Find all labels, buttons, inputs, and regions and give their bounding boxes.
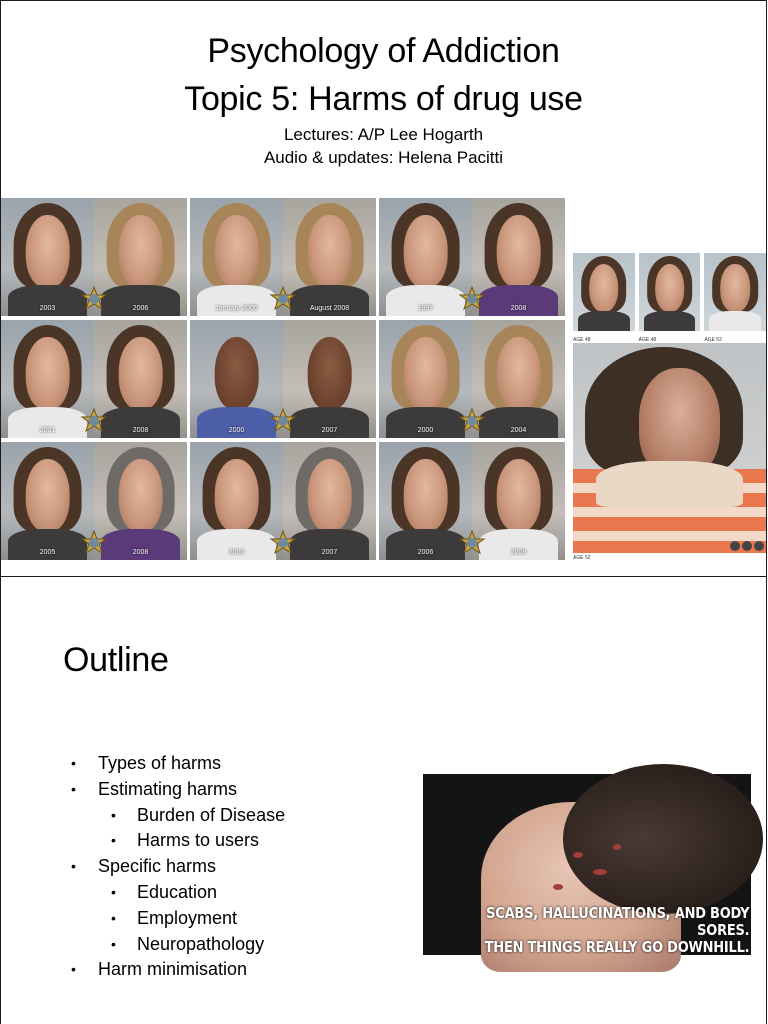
mugshot-year: 1997 — [417, 305, 434, 312]
bullet-icon: • — [71, 780, 76, 797]
list-item: • Harm minimisation — [1, 957, 285, 983]
mugshot-year: 2007 — [321, 549, 338, 556]
bullet-icon: • — [111, 883, 116, 900]
mugshot-after — [472, 442, 565, 560]
mugshot-year: 2003 — [39, 305, 56, 312]
bullet-icon: • — [71, 961, 76, 978]
mugshot-year: 2007 — [321, 427, 338, 434]
bullet-icon: • — [111, 806, 116, 823]
meth-ad-photo — [423, 774, 751, 955]
bullet-icon: • — [71, 858, 76, 875]
mugshot-pair — [379, 198, 565, 316]
list-item: • Burden of Disease — [1, 803, 285, 829]
mugshot-after — [472, 198, 565, 316]
title-block — [1, 27, 766, 169]
bullet-icon: • — [111, 832, 116, 849]
mugshot-after — [283, 442, 376, 560]
sheriff-badge-icon — [81, 530, 107, 556]
ad-caption-line1: SCABS, HALLUCINATIONS, AND BODY SORES. — [486, 904, 750, 939]
control-icon — [730, 541, 740, 551]
mugshot-pair — [1, 442, 187, 560]
control-icon — [742, 541, 752, 551]
sheriff-badge-icon — [270, 530, 296, 556]
mugshot-grid — [1, 198, 565, 560]
list-item: • Specific harms — [1, 854, 285, 880]
bullet-icon: • — [111, 935, 116, 952]
outline-title: Outline — [63, 641, 169, 679]
mugshot-year: 2000 — [417, 427, 434, 434]
aged-label: AGE 48 — [638, 337, 657, 343]
sheriff-badge-icon — [459, 530, 485, 556]
list-item: • Education — [1, 880, 285, 906]
mugshot-year: 2008 — [510, 305, 527, 312]
mugshot-pair — [379, 320, 565, 438]
aged-thumbnails — [573, 253, 766, 343]
sheriff-badge-icon — [270, 408, 296, 434]
mugshot-year: 2005 — [39, 549, 56, 556]
mugshot-pair — [190, 320, 376, 438]
media-controls — [730, 541, 764, 551]
outline-list — [1, 751, 285, 983]
mugshot-pair — [379, 442, 565, 560]
mugshot-pair — [190, 442, 376, 560]
mugshot-pair — [1, 198, 187, 316]
mugshot-pair — [1, 320, 187, 438]
sheriff-badge-icon — [81, 286, 107, 312]
aged-label: AGE 52 — [704, 337, 722, 343]
mugshot-year: 2001 — [39, 427, 56, 434]
mugshot-year: 2004 — [510, 427, 527, 434]
mugshot-year: 2006 — [417, 549, 434, 556]
list-item: • Employment — [1, 906, 285, 932]
mugshot-after — [283, 320, 376, 438]
aged-caption: AGE 52 — [573, 555, 591, 561]
mugshot-year: 2008 — [132, 549, 149, 556]
mugshot-after — [94, 320, 187, 438]
mugshot-year: January 2005 — [215, 305, 258, 312]
aged-thumbnail — [573, 253, 635, 343]
mugshot-year: August 2008 — [309, 305, 350, 312]
audio-updates-line: Audio & updates: Helena Pacitti — [263, 148, 504, 167]
ad-caption-line2: THEN THINGS REALLY GO DOWNHILL. — [484, 938, 750, 956]
list-item: • Harms to users — [1, 828, 285, 854]
mugshot-pair — [190, 198, 376, 316]
control-icon — [754, 541, 764, 551]
list-item: • Types of harms — [1, 751, 285, 777]
mugshot-year: 2008 — [132, 427, 149, 434]
sheriff-badge-icon — [459, 408, 485, 434]
sheriff-badge-icon — [270, 286, 296, 312]
bullet-icon: • — [111, 909, 116, 926]
sheriff-badge-icon — [81, 408, 107, 434]
ad-caption — [475, 905, 751, 956]
sheriff-badge-icon — [459, 286, 485, 312]
slide-title-line1: Psychology of Addiction — [207, 32, 560, 70]
list-item: • Estimating harms — [1, 777, 285, 803]
aged-mugshot-panel — [573, 253, 766, 565]
mugshot-after — [472, 320, 565, 438]
list-item: • Neuropathology — [1, 932, 285, 958]
outline-slide — [0, 576, 767, 1024]
lecturers-line: Lectures: A/P Lee Hogarth — [283, 125, 484, 144]
aged-thumbnail — [704, 253, 766, 343]
mugshot-year: 2006 — [132, 305, 149, 312]
aged-thumbnail — [638, 253, 701, 343]
slide-title-line2: Topic 5: Harms of drug use — [184, 80, 583, 118]
mugshot-year: 2000 — [228, 427, 245, 434]
mugshot-year: 2000 — [228, 549, 245, 556]
bullet-icon: • — [71, 755, 76, 771]
aged-large-photo — [573, 343, 766, 553]
mugshot-year: 2008 — [510, 549, 527, 556]
mugshot-after — [94, 198, 187, 316]
aged-label: AGE 48 — [573, 337, 591, 343]
mugshot-after — [94, 442, 187, 560]
mugshot-after — [283, 198, 376, 316]
